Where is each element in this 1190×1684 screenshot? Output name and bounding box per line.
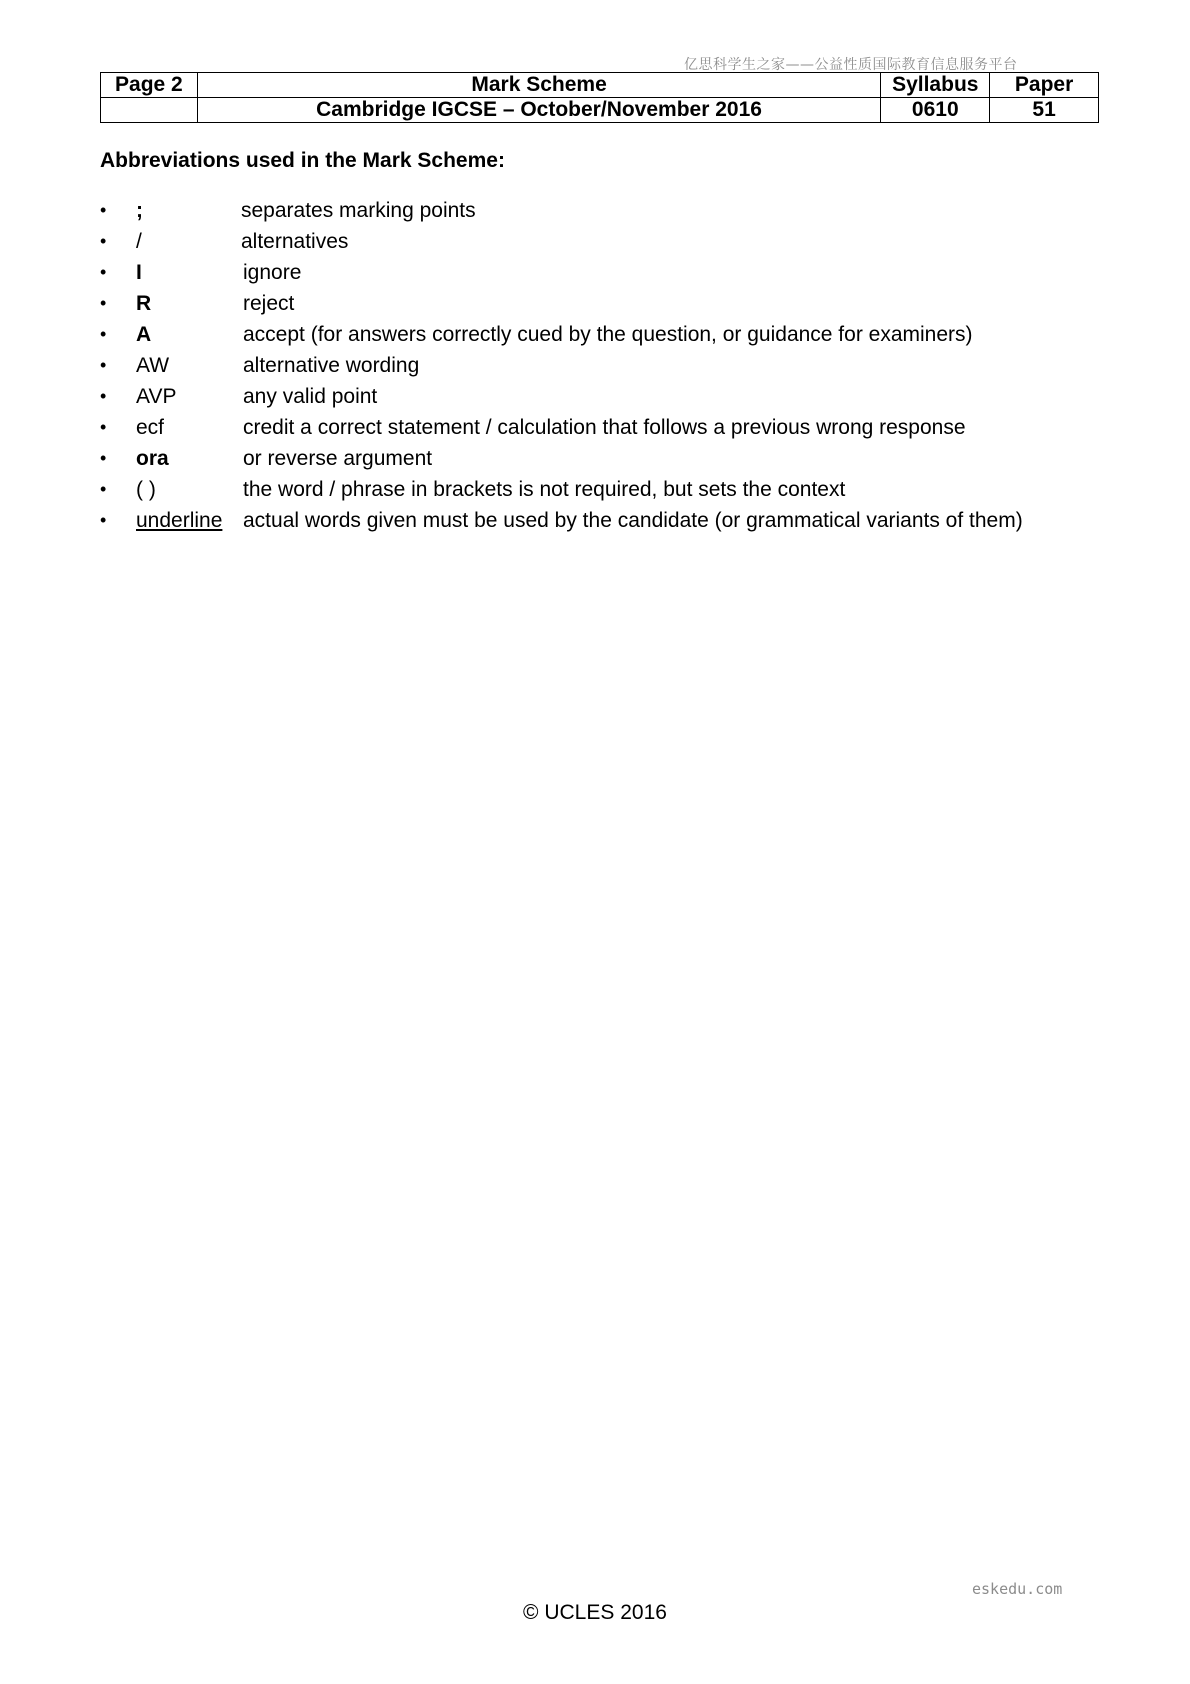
abbreviation-term: A [136, 323, 152, 346]
bullet-icon: • [100, 324, 107, 344]
bullet-icon: • [100, 510, 107, 530]
header-title-cell: Mark Scheme [197, 73, 881, 98]
header-paper-label-cell: Paper [990, 73, 1099, 98]
abbreviation-meaning: the word / phrase in brackets is not required, but sets the context [243, 478, 846, 501]
abbreviation-term: / [136, 230, 142, 253]
watermark-top: 亿思科学生之家——公益性质国际教育信息服务平台 [684, 57, 1018, 73]
bullet-icon: • [100, 386, 107, 406]
header-row-2 [101, 98, 1099, 123]
copyright-footer: © UCLES 2016 [523, 1601, 667, 1624]
watermark-bottom: eskedu.com [972, 1580, 1063, 1598]
abbreviation-meaning: alternatives [241, 230, 349, 253]
section-heading: Abbreviations used in the Mark Scheme: [100, 149, 505, 172]
header-page-cell: Page 2 [101, 73, 198, 98]
abbreviation-meaning: reject [243, 292, 295, 315]
abbreviation-term: AVP [136, 385, 177, 408]
bullet-icon: • [100, 231, 107, 251]
abbreviation-term: ora [136, 447, 169, 470]
bullet-icon: • [100, 417, 107, 437]
abbreviation-term: underline [136, 509, 223, 532]
abbreviation-meaning: separates marking points [241, 199, 476, 222]
abbreviation-meaning: or reverse argument [243, 447, 433, 470]
abbreviation-term: ( ) [136, 478, 156, 501]
abbreviation-meaning: any valid point [243, 385, 378, 408]
header-syllabus-code-cell: 0610 [881, 98, 990, 123]
abbreviation-meaning: alternative wording [243, 354, 420, 377]
bullet-icon: • [100, 262, 107, 282]
abbreviation-term: ; [136, 199, 143, 222]
header-paper-number-cell: 51 [990, 98, 1099, 123]
bullet-icon: • [100, 293, 107, 313]
header-row-1 [101, 73, 1099, 98]
header-exam-cell: Cambridge IGCSE – October/November 2016 [197, 98, 881, 123]
abbreviation-term: I [136, 261, 142, 284]
header-empty-cell [101, 98, 198, 123]
header-table [100, 72, 1099, 123]
bullet-icon: • [100, 448, 107, 468]
abbreviation-term: ecf [136, 416, 165, 439]
abbreviation-meaning: ignore [243, 261, 302, 284]
abbreviation-term: AW [136, 354, 170, 377]
abbreviation-meaning: credit a correct statement / calculation that follows a previous wrong response [243, 416, 966, 439]
bullet-icon: • [100, 355, 107, 375]
header-syllabus-label-cell: Syllabus [881, 73, 990, 98]
abbreviation-term: R [136, 292, 152, 315]
abbreviation-meaning: actual words given must be used by the candidate (or grammatical variants of them) [243, 509, 1023, 532]
bullet-icon: • [100, 200, 107, 220]
abbreviation-meaning: accept (for answers correctly cued by the question, or guidance for examiners) [243, 323, 973, 346]
bullet-icon: • [100, 479, 107, 499]
